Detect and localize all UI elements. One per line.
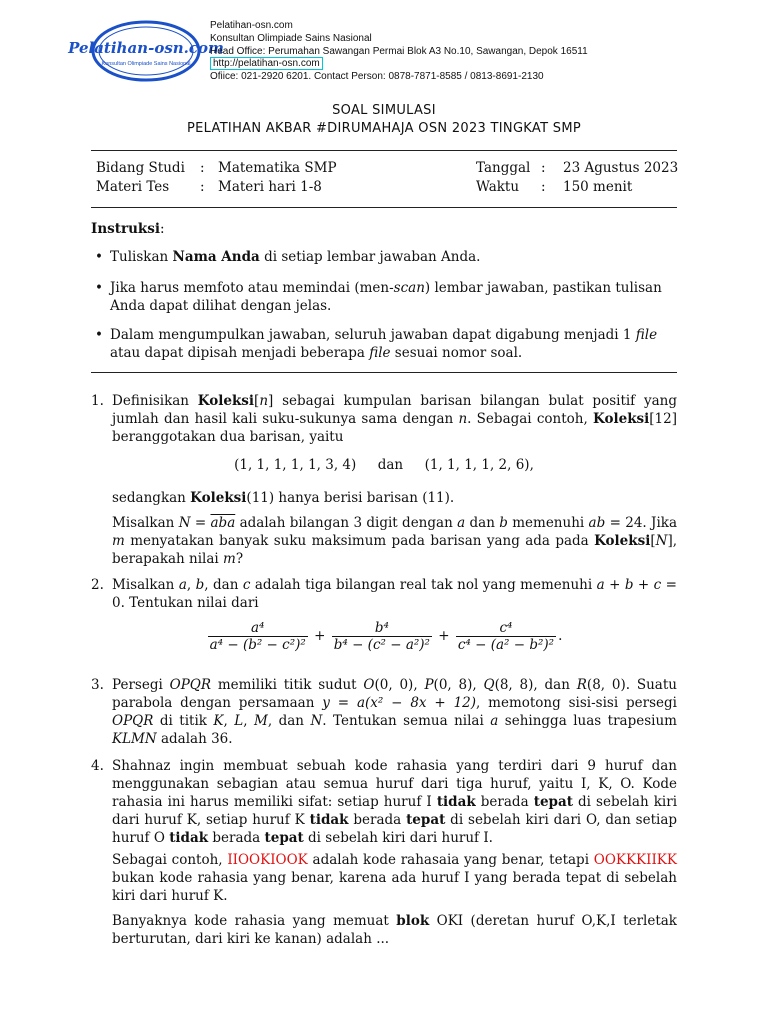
meta-sep: : [200,179,205,195]
meta-sep: : [541,160,546,176]
question-number: 2. [91,577,104,593]
logo-subtext: Konsultan Olimpiade Sains Nasional [101,61,191,67]
question-number: 4. [91,758,104,774]
meta-sep: : [541,179,546,195]
meta-tanggal-label: Tanggal [476,160,531,176]
logo-oval [68,20,224,82]
meta-tanggal-value: 23 Agustus 2023 [563,160,679,176]
logo [68,20,224,82]
header-office: Head Office: Perumahan Sawangan Permai Blok A3 No.10, Sawangan, Depok 16511 [210,45,588,57]
header-site: Pelatihan-osn.com [210,20,293,31]
question-number: 3. [91,677,104,693]
example-invalid-code: OOKKKIIKK [593,852,677,868]
q2-expression: $\frac{\text{a⁴}}{\text{a⁴ − (b² − c²)²}}$ + $\frac{\text{b⁴}}{\text{b⁴ − (c² − a²)²}}$ + $\frac{\text{c⁴}}{\text{c⁴ − (a² − b²)²}}$ . [209,620,563,653]
meta-bidang-value: Matematika SMP [218,160,337,176]
example-valid-code: IIOOKIOOK [227,852,308,868]
meta-bidang-label: Bidang Studi [96,160,185,176]
logo-text: Pelatihan-osn.com [68,39,224,57]
divider-top [91,150,677,151]
q1-sequences: (1, 1, 1, 1, 1, 3, 4) dan (1, 1, 1, 1, 2, 6), [234,457,534,473]
meta-waktu-value: 150 menit [563,179,633,195]
divider-meta [91,207,677,208]
meta-materi-value: Materi hari 1-8 [218,179,322,195]
question-number: 1. [91,393,104,409]
instructions-heading: Instruksi: [91,221,165,237]
page-subtitle: PELATIHAN AKBAR #DIRUMAHAJA OSN 2023 TINGKAT SMP [187,121,581,136]
meta-sep: : [200,160,205,176]
divider-instructions [91,372,677,373]
header-info [210,20,588,84]
meta-materi-label: Materi Tes [96,179,170,195]
question-text: Definisikan Koleksi[n] sebagai kumpulan barisan bilangan bulat positif yang jumlah dan hasil kali suku-sukunya sama dengan n. Sebagai contoh, Koleksi[12] beranggotakan dua barisan, yaitu [112,393,677,445]
header-org: Konsultan Olimpiade Sains Nasional [210,32,372,44]
page-title: SOAL SIMULASI [332,103,436,118]
header-contact: Ofiice: 021-2920 6201. Contact Person: 0878-7871-8585 / 0813-8691-2130 [210,71,544,83]
header-url-link[interactable]: http://pelatihan-osn.com [210,57,323,70]
meta-waktu-label: Waktu [476,179,520,195]
